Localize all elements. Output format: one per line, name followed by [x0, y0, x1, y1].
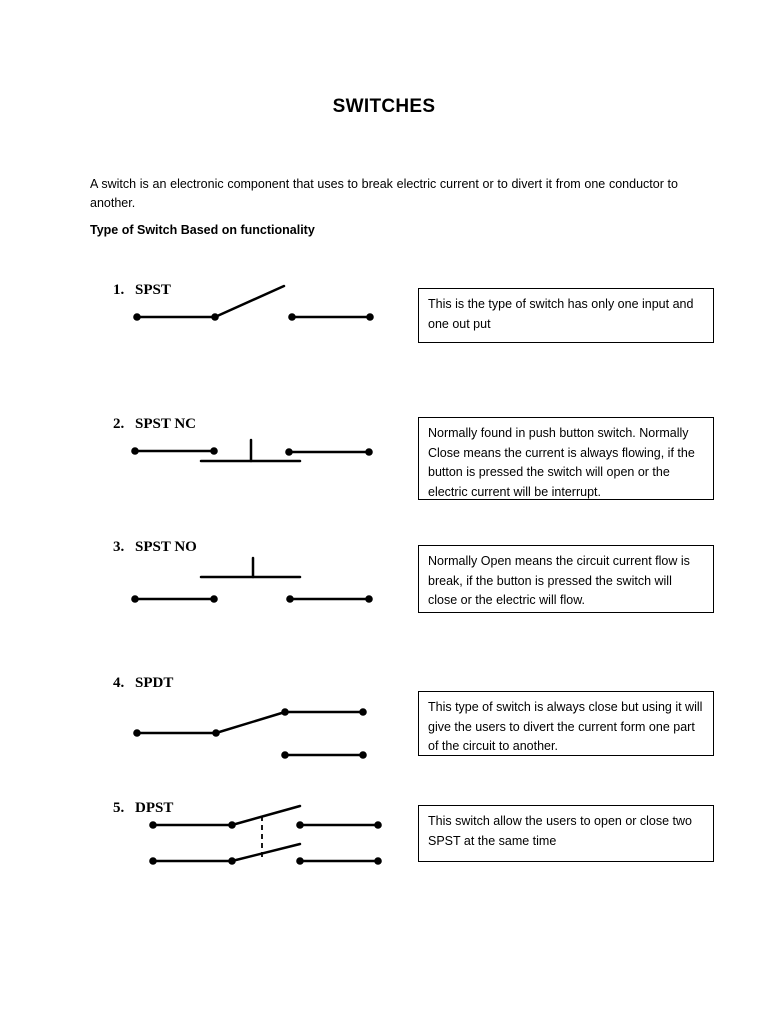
- spdt-symbol: [133, 708, 367, 759]
- spst-nc-symbol: [131, 440, 373, 461]
- switch-name: SPDT: [135, 675, 174, 691]
- intro-paragraph: A switch is an electronic component that uses to break electric current or to divert it from one conductor to another.: [90, 177, 678, 210]
- item-number: 1.: [113, 282, 125, 298]
- description-box-spdt: This type of switch is always close but using it will give the users to divert the current form one part of the circuit to another.: [418, 691, 714, 756]
- item-number: 2.: [113, 416, 125, 432]
- description-box-spst-no: Normally Open means the circuit current flow is break, if the button is pressed the switch will close or the electric will flow.: [418, 545, 714, 613]
- item-number: 3.: [113, 539, 125, 555]
- switch-name: SPST NC: [135, 416, 196, 432]
- item-number: 5.: [113, 800, 125, 816]
- section-heading: Type of Switch Based on functionality: [90, 223, 315, 237]
- description-box-dpst: This switch allow the users to open or close two SPST at the same time: [418, 805, 714, 862]
- spst-no-symbol: [131, 558, 373, 603]
- switch-name: SPST NO: [135, 539, 197, 555]
- dpst-symbol: [149, 806, 382, 865]
- item-number: 4.: [113, 675, 125, 691]
- description-box-spst: This is the type of switch has only one input and one out put: [418, 288, 714, 343]
- spst-symbol: [133, 286, 374, 321]
- switch-name: SPST: [135, 282, 171, 298]
- description-box-spst-nc: Normally found in push button switch. Normally Close means the current is always flowing, if the button is pressed the switch will open or the electric current will be interrupt.: [418, 417, 714, 500]
- page-title: SWITCHES: [332, 96, 436, 117]
- switch-name: DPST: [135, 800, 174, 816]
